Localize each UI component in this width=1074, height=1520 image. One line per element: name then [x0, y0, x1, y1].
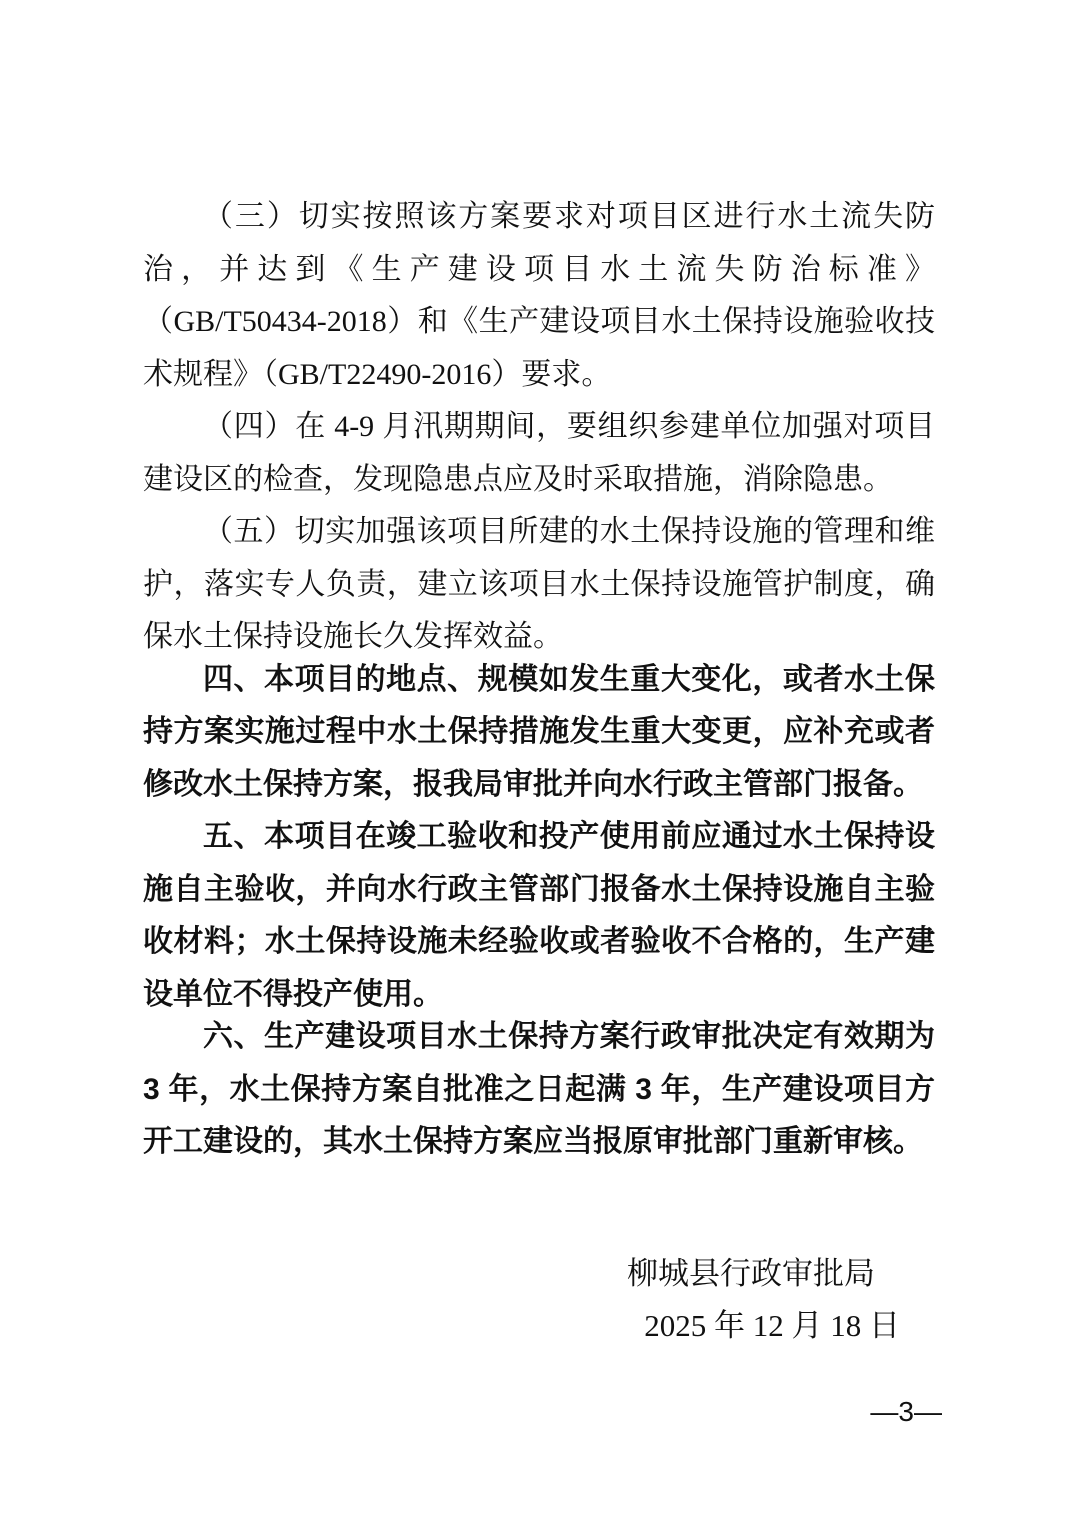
- page-number: —3—: [870, 1396, 942, 1427]
- paragraph-item-3: （三）切实按照该方案要求对项目区进行水土流失防治，并达到《生产建设项目水土流失防治标准》（GB/T50434-2018）和《生产建设项目水土保持设施验收技术规程》（GB/T22490-2016）要求。: [143, 200, 935, 391]
- paragraph-clause-5: 五、本项目在竣工验收和投产使用前应通过水土保持设施自主验收，并向水行政主管部门报备水土保持设施自主验收材料；水土保持设施未经验收或者验收不合格的，生产建设单位不得投产使用。: [143, 820, 935, 1011]
- signature-agency: 柳城县行政审批局: [627, 1256, 875, 1291]
- paragraph-item-5: （五）切实加强该项目所建的水土保持设施的管理和维护，落实专人负责，建立该项目水土保持设施管护制度，确保水土保持设施长久发挥效益。: [143, 515, 935, 653]
- signature-block: [627, 1248, 935, 1352]
- paragraph-clause-6: 六、生产建设项目水土保持方案行政审批决定有效期为 3 年，水土保持方案自批准之日起满 3 年，生产建设项目方开工建设的，其水土保持方案应当报原审批部门重新审核。: [143, 1020, 935, 1158]
- paragraph-item-4: （四）在 4-9 月汛期期间，要组织参建单位加强对项目建设区的检查，发现隐患点应及时采取措施，消除隐患。: [143, 410, 935, 496]
- document-body: [143, 191, 935, 1169]
- paragraph-clause-4: 四、本项目的地点、规模如发生重大变化，或者水土保持方案实施过程中水土保持措施发生重大变更，应补充或者修改水土保持方案，报我局审批并向水行政主管部门报备。: [143, 662, 935, 801]
- signature-date: 2025 年 12 月 18 日: [644, 1308, 900, 1343]
